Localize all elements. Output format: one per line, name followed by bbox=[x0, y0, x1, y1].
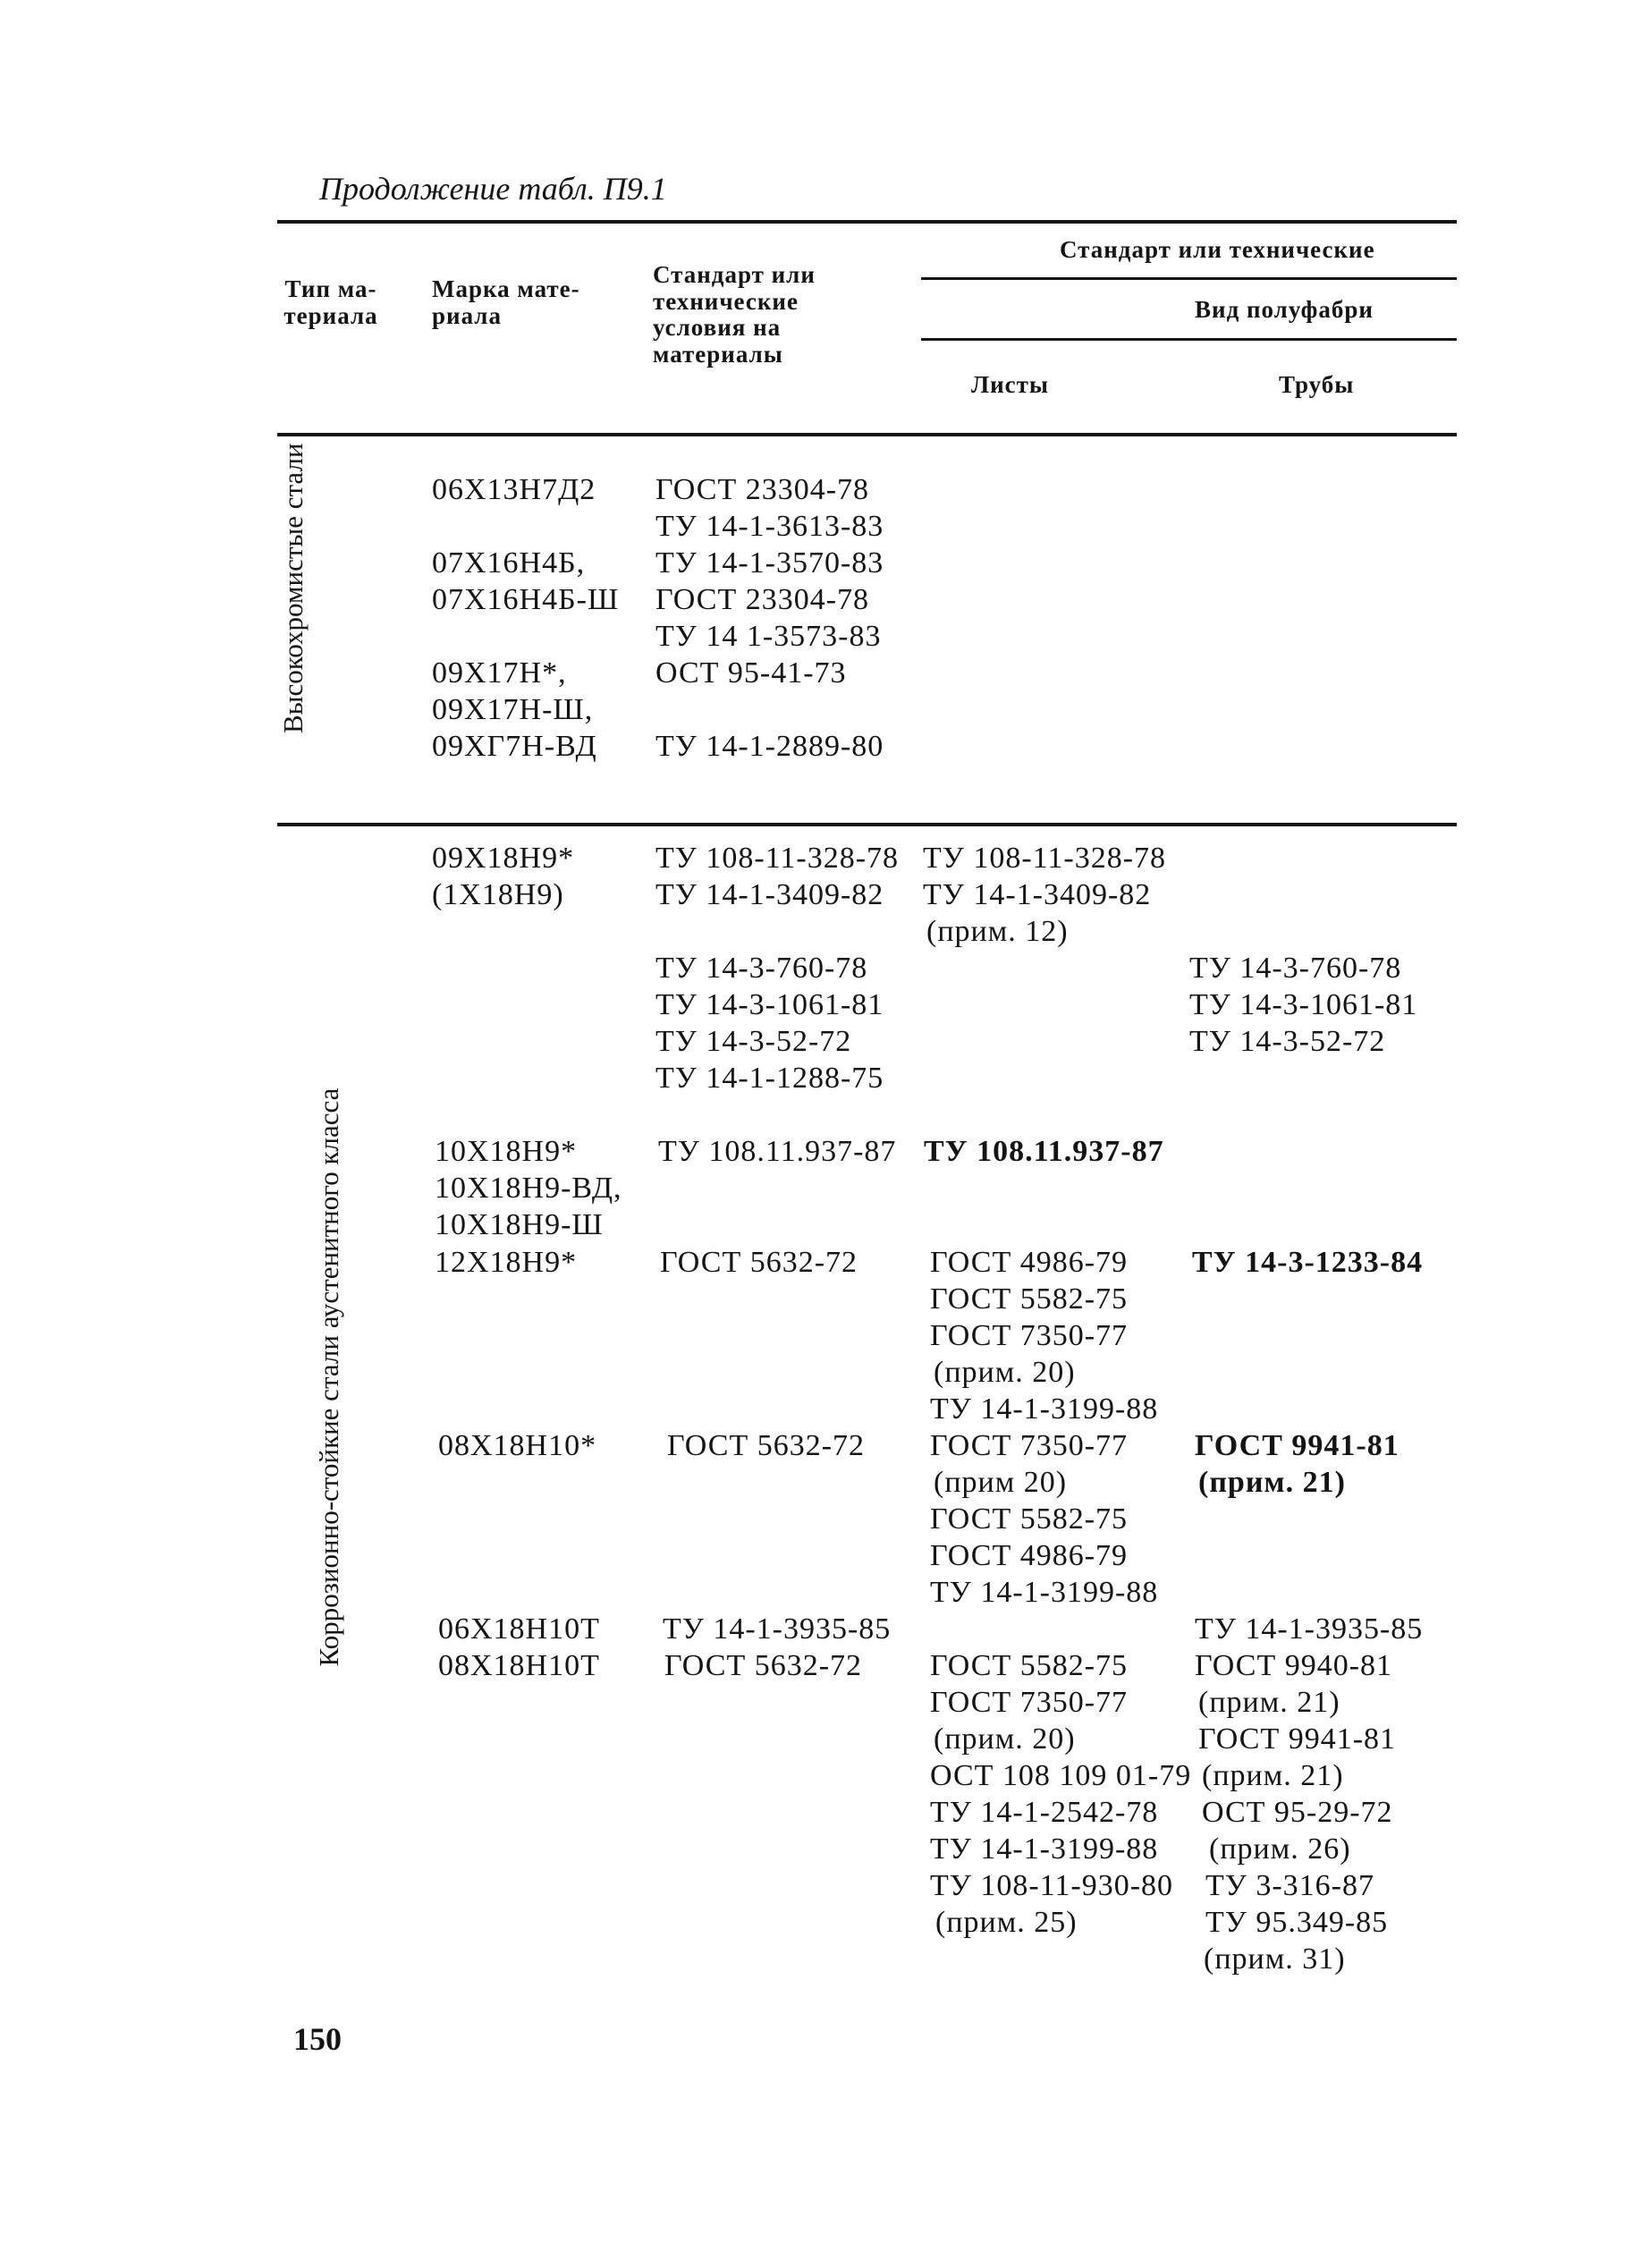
standard-cell: ТУ 14-1-1288-75 bbox=[655, 1062, 884, 1095]
pipes-cell: (прим. 31) bbox=[1204, 1942, 1346, 1976]
header-semi-product-span: Вид полуфабри bbox=[1195, 296, 1374, 323]
sheets-cell: ГОСТ 5582-75 bbox=[930, 1282, 1129, 1316]
header-pipes: Трубы bbox=[1279, 371, 1355, 398]
group-label-austenitic: Коррозионно-стойкие стали аустенитного класса bbox=[313, 1087, 344, 1667]
grade-cell: 06Х13Н7Д2 bbox=[432, 473, 596, 506]
grade-cell: 06Х18Н10Т bbox=[438, 1612, 600, 1646]
sheets-cell: ТУ 14-1-3199-88 bbox=[930, 1832, 1159, 1866]
sheets-cell: ТУ 108.11.937-87 bbox=[924, 1135, 1164, 1168]
standard-cell: ТУ 14-1-3613-83 bbox=[655, 510, 884, 543]
header-material-grade: Марка мате- риала bbox=[432, 275, 580, 329]
standard-cell: ГОСТ 23304-78 bbox=[655, 473, 870, 506]
standard-cell: ТУ 14-1-3570-83 bbox=[655, 546, 884, 580]
standard-cell: ТУ 14-1-3409-82 bbox=[655, 878, 884, 911]
grade-cell: 09Х17Н-Ш, bbox=[432, 693, 594, 726]
sheets-cell: ГОСТ 7350-77 bbox=[930, 1429, 1129, 1462]
sheets-cell: ГОСТ 7350-77 bbox=[930, 1319, 1129, 1352]
standard-cell: ТУ 14-1-3935-85 bbox=[663, 1612, 892, 1646]
sheets-cell: (прим. 12) bbox=[926, 915, 1069, 948]
pipes-cell: ТУ 14-3-1061-81 bbox=[1189, 988, 1418, 1021]
sheets-cell: ГОСТ 4986-79 bbox=[930, 1539, 1129, 1572]
sheets-cell: ТУ 14-1-2542-78 bbox=[930, 1796, 1159, 1829]
pipes-cell: (прим. 21) bbox=[1198, 1686, 1340, 1719]
pipes-cell: (прим. 21) bbox=[1202, 1759, 1344, 1792]
standard-cell: ГОСТ 23304-78 bbox=[655, 583, 870, 616]
table-caption: Продолжение табл. П9.1 bbox=[319, 171, 667, 207]
header-bottom-rule bbox=[277, 433, 1457, 436]
header-type-material: Тип ма- териала bbox=[283, 275, 378, 329]
standard-cell: ТУ 14-1-2889-80 bbox=[655, 730, 884, 763]
grade-cell: 07Х16Н4Б, bbox=[432, 546, 586, 580]
standard-cell: ОСТ 95-41-73 bbox=[655, 656, 847, 690]
sheets-cell: (прим. 25) bbox=[935, 1906, 1078, 1939]
standard-cell: ТУ 14-3-52-72 bbox=[655, 1025, 852, 1058]
grade-cell: 08Х18Н10* bbox=[438, 1429, 597, 1462]
header-sheets: Листы bbox=[971, 371, 1050, 398]
pipes-cell: ТУ 3-316-87 bbox=[1205, 1869, 1374, 1902]
grade-cell: 07Х16Н4Б-Ш bbox=[432, 583, 620, 616]
sheets-cell: ТУ 108-11-930-80 bbox=[930, 1869, 1174, 1902]
standard-cell: ТУ 108-11-328-78 bbox=[655, 842, 900, 875]
pipes-cell: ТУ 14-3-1233-84 bbox=[1192, 1246, 1424, 1279]
sheets-cell: ГОСТ 7350-77 bbox=[930, 1686, 1129, 1719]
sheets-cell: ТУ 14-1-3199-88 bbox=[930, 1392, 1159, 1426]
pipes-cell: ТУ 14-1-3935-85 bbox=[1195, 1612, 1424, 1646]
sheets-cell: ГОСТ 4986-79 bbox=[930, 1246, 1129, 1279]
sheets-cell: ТУ 14-1-3199-88 bbox=[930, 1576, 1159, 1609]
standard-cell: ТУ 14-3-760-78 bbox=[655, 952, 868, 985]
standard-cell: ТУ 14 1-3573-83 bbox=[655, 620, 882, 653]
header-standard-span: Стандарт или технические bbox=[1060, 236, 1375, 263]
pipes-cell: (прим. 21) bbox=[1198, 1466, 1346, 1499]
grade-cell: 09Х17Н*, bbox=[432, 656, 567, 690]
grade-cell: 12Х18Н9* bbox=[435, 1246, 578, 1279]
grade-cell: 09ХГ7Н-ВД bbox=[432, 730, 597, 763]
standard-cell: ГОСТ 5632-72 bbox=[660, 1246, 858, 1279]
grade-cell: 08Х18Н10Т bbox=[438, 1649, 600, 1682]
header-standard-materials: Стандарт или технические условия на материалы bbox=[653, 261, 816, 368]
sheets-cell: ТУ 108-11-328-78 bbox=[923, 842, 1167, 875]
grade-cell: 10Х18Н9-Ш bbox=[435, 1208, 604, 1241]
header-span-rule-2 bbox=[921, 338, 1457, 341]
pipes-cell: ТУ 95.349-85 bbox=[1205, 1906, 1389, 1939]
group-divider-rule bbox=[277, 823, 1457, 826]
sheets-cell: ГОСТ 5582-75 bbox=[930, 1649, 1129, 1682]
sheets-cell: ТУ 14-1-3409-82 bbox=[923, 878, 1152, 911]
standard-cell: ГОСТ 5632-72 bbox=[664, 1649, 863, 1682]
standard-cell: ГОСТ 5632-72 bbox=[667, 1429, 866, 1462]
pipes-cell: ТУ 14-3-52-72 bbox=[1189, 1025, 1386, 1058]
standard-cell: ТУ 108.11.937-87 bbox=[658, 1135, 897, 1168]
grade-cell: (1Х18Н9) bbox=[432, 878, 564, 911]
pipes-cell: ГОСТ 9940-81 bbox=[1195, 1649, 1393, 1682]
page-number: 150 bbox=[293, 2021, 342, 2057]
standard-cell: ТУ 14-3-1061-81 bbox=[655, 988, 884, 1021]
header-span-rule-1 bbox=[921, 277, 1457, 280]
sheets-cell: (прим. 20) bbox=[934, 1356, 1076, 1389]
sheets-cell: (прим. 20) bbox=[934, 1722, 1076, 1756]
sheets-cell: ГОСТ 5582-75 bbox=[930, 1502, 1129, 1536]
grade-cell: 10Х18Н9-ВД, bbox=[435, 1172, 622, 1205]
grade-cell: 10Х18Н9* bbox=[435, 1135, 578, 1168]
table-top-rule bbox=[277, 220, 1457, 224]
sheets-cell: ОСТ 108 109 01-79 bbox=[930, 1759, 1192, 1792]
pipes-cell: ГОСТ 9941-81 bbox=[1198, 1722, 1397, 1756]
pipes-cell: (прим. 26) bbox=[1209, 1832, 1351, 1866]
pipes-cell: ОСТ 95-29-72 bbox=[1202, 1796, 1393, 1829]
grade-cell: 09Х18Н9* bbox=[432, 842, 575, 875]
pipes-cell: ТУ 14-3-760-78 bbox=[1189, 952, 1402, 985]
pipes-cell: ГОСТ 9941-81 bbox=[1195, 1429, 1400, 1462]
sheets-cell: (прим 20) bbox=[934, 1466, 1068, 1499]
group-label-high-chrome: Высокохромистые стали bbox=[277, 443, 309, 733]
